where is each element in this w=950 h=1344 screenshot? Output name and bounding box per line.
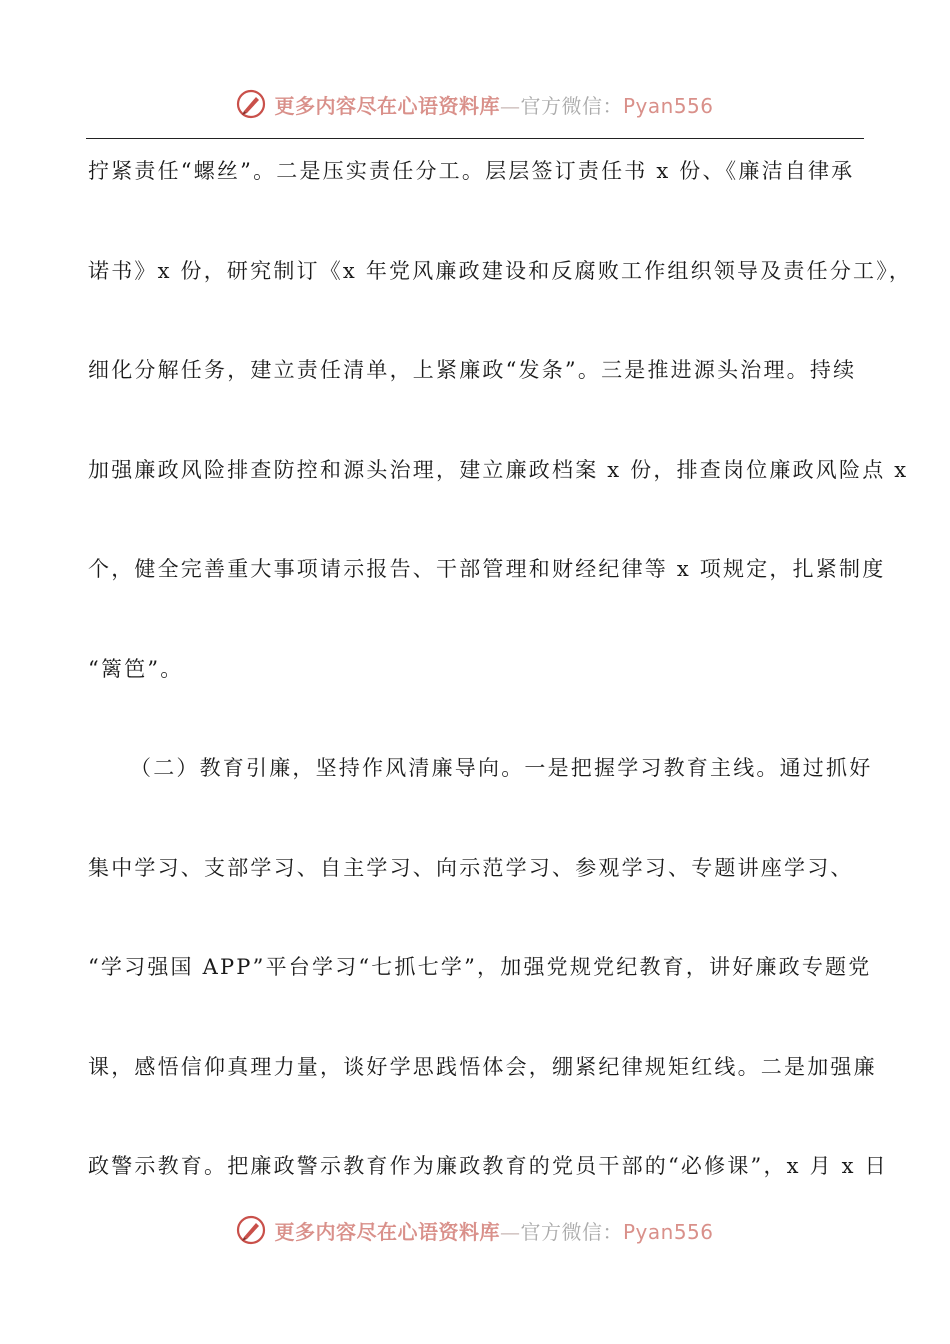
body-line: 个，健全完善重大事项请示报告、干部管理和财经纪律等 x 项规定，扎紧制度 [88,557,886,581]
body-line: 拧紧责任“螺丝”。二是压实责任分工。层层签订责任书 x 份、《廉洁自律承 [88,159,855,183]
body-line: 诺书》x 份，研究制订《x 年党风廉政建设和反腐败工作组织领导及责任分工》， [88,258,913,283]
body-line: 加强廉政风险排查防控和源头治理，建立廉政档案 x 份，排查岗位廉政风险点 x [88,457,909,482]
pen-nib-logo-icon [236,89,266,119]
footer-separator: — [499,1219,521,1244]
body-line: “学习强国 APP”平台学习“七抓七学”，加强党规党纪教育，讲好廉政专题党 [88,955,872,979]
page-footer-banner [0,1210,950,1250]
body-line: 课，感悟信仰真理力量，谈好学思践悟体会，绷紧纪律规矩红线。二是加强廉 [88,1054,877,1079]
body-line: 细化分解任务，建立责任清单，上紧廉政“发条”。三是推进源头治理。持续 [88,358,857,382]
section-heading-line: （二）教育引廉，坚持作风清廉导向。一是把握学习教育主线。通过抓好 [130,756,873,780]
header-wechat-label: 官方微信： [520,93,623,118]
header-separator: — [499,93,521,118]
header-site-name: 更多内容尽在心语资料库 [274,93,500,118]
footer-wechat-label: 官方微信： [520,1219,623,1244]
body-line: “篱笆”。 [88,656,184,681]
pen-nib-logo-icon [236,1215,266,1245]
page-header-banner [0,84,950,124]
header-divider [86,138,864,139]
header-banner-text [274,90,713,119]
body-line: 集中学习、支部学习、自主学习、向示范学习、参观学习、专题讲座学习、 [88,855,854,880]
footer-wechat-id: Pyan556 [622,1219,714,1244]
body-line: 政警示教育。把廉政警示教育作为廉政教育的党员干部的“必修课”，x 月 x 日 [88,1154,888,1178]
document-body [88,148,913,1243]
footer-site-name: 更多内容尽在心语资料库 [274,1219,500,1244]
footer-banner-text [274,1216,713,1245]
header-wechat-id: Pyan556 [622,93,714,118]
